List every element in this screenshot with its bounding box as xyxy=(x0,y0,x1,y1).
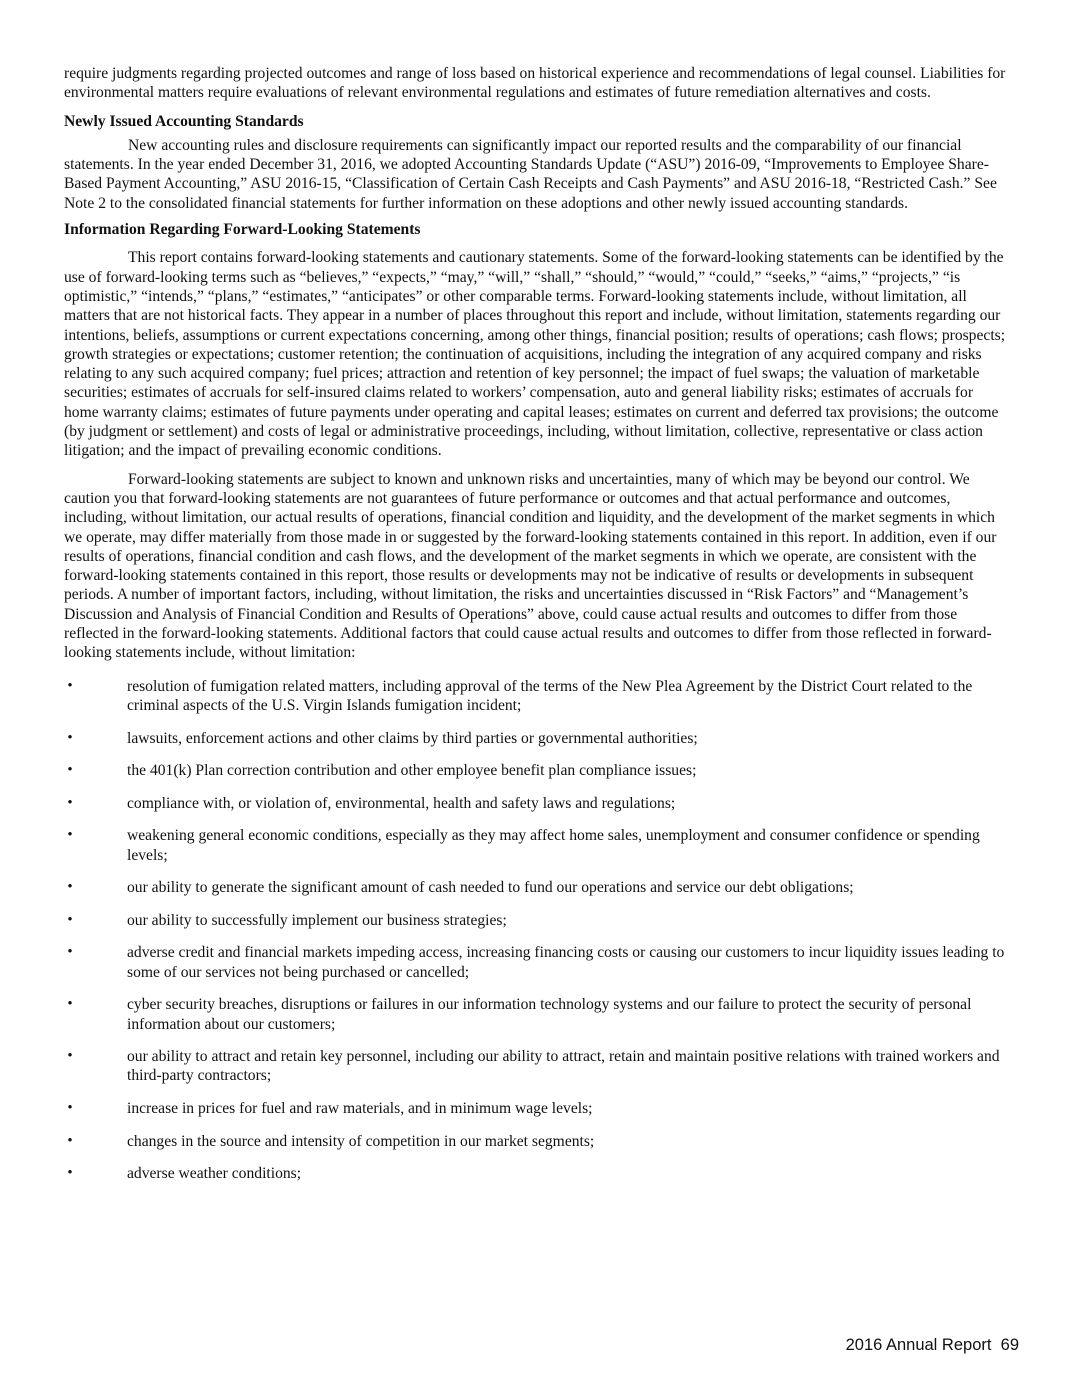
list-item xyxy=(64,729,1010,748)
bullet-icon: • xyxy=(67,794,73,811)
list-item-text: our ability to successfully implement our business strategies; xyxy=(127,911,507,929)
risk-factor-list xyxy=(64,677,1010,1184)
list-item-text: adverse credit and financial markets impeding access, increasing financing costs or causing our customers to incur liquidity issues leading to some of our services not being purchased or cancelled; xyxy=(127,944,1005,981)
bullet-icon: • xyxy=(67,996,73,1013)
section-heading-newly-issued: Newly Issued Accounting Standards xyxy=(64,112,304,130)
list-item xyxy=(64,826,1010,865)
page-footer xyxy=(846,1336,1019,1355)
forward-looking-paragraph-2: Forward-looking statements are subject to known and unknown risks and uncertainties, many of which may be beyond our control. We caution you that forward-looking statements are not guarantees of future performance or outcomes and that actual performance and outcomes, including, without limitation, our actual results of operations, financial condition and liquidity, and the development of the market segments in which we operate, may differ materially from those made in or suggested by the forward-looking statements contained in this report. In addition, even if our results of operations, financial condition and cash flows, and the development of the market segments in which we operate, are consistent with the forward-looking statements contained in this report, those results or developments may not be indicative of results or developments in subsequent periods. A number of important factors, including, without limitation, the risks and uncertainties discussed in “Risk Factors” and “Management’s Discussion and Analysis of Financial Condition and Results of Operations” above, could cause actual results and outcomes to differ from those reflected in the forward-looking statements. Additional factors that could cause actual results and outcomes to differ from those reflected in forward-looking statements include, without limitation: xyxy=(64,470,997,662)
bullet-icon: • xyxy=(67,677,73,694)
bullet-icon: • xyxy=(67,762,73,779)
list-item-text: lawsuits, enforcement actions and other claims by third parties or governmental authorities; xyxy=(127,729,698,747)
list-item xyxy=(64,794,1010,813)
footer-page-number: 69 xyxy=(1000,1336,1019,1354)
section-heading-forward-looking: Information Regarding Forward-Looking Statements xyxy=(64,221,421,239)
list-item-text: our ability to generate the significant amount of cash needed to fund our operations and service our debt obligations; xyxy=(127,879,854,897)
list-item-text: compliance with, or violation of, environmental, health and safety laws and regulations; xyxy=(127,794,676,812)
list-item xyxy=(64,677,1010,716)
list-item-text: our ability to attract and retain key personnel, including our ability to attract, retain and maintain positive relations with trained workers and third-party contractors; xyxy=(127,1048,1000,1085)
list-item-text: the 401(k) Plan correction contribution and other employee benefit plan compliance issues; xyxy=(127,762,697,780)
forward-looking-section xyxy=(64,220,1010,1183)
bullet-icon: • xyxy=(67,911,73,928)
list-item-text: weakening general economic conditions, especially as they may affect home sales, unemployment and consumer confidence or spending levels; xyxy=(127,827,980,864)
bullet-icon: • xyxy=(67,1048,73,1065)
list-item-text: resolution of fumigation related matters, including approval of the terms of the New Plea Agreement by the District Court related to the criminal aspects of the U.S. Virgin Islands fumigation incident; xyxy=(127,677,973,714)
newly-issued-paragraph: New accounting rules and disclosure requirements can significantly impact our reported results and the comparability of our financial statements. In the year ended December 31, 2016, we adopted Accounting Standards Update (“ASU”) 2016-09, “Improvements to Employee Share-Based Payment Accounting,” ASU 2016-15, “Classification of Certain Cash Receipts and Cash Payments” and ASU 2016-18, “Restricted Cash.” See Note 2 to the consolidated financial statements for further information on these adoptions and other newly issued accounting standards. xyxy=(64,136,997,212)
list-item xyxy=(64,995,1010,1034)
forward-looking-paragraph-1: This report contains forward-looking statements and cautionary statements. Some of the forward-looking statements can be identified by the use of forward-looking terms such as “believes,” “expects,” “may,” “will,” “shall,” “should,” “would,” “could,” “seeks,” “aims,” “projects,” “is optimistic,” “intends,” “plans,” “estimates,” “anticipates” or other comparable terms. Forward-looking statements include, without limitation, all matters that are not historical facts. They appear in a number of places throughout this report and include, without limitation, statements regarding our intentions, beliefs, assumptions or current expectations concerning, among other things, financial position; results of operations; cash flows; prospects; growth strategies or expectations; customer retention; the continuation of acquisitions, including the integration of any acquired company and risks relating to any such acquired company; fuel prices; attraction and retention of key personnel; the impact of fuel swaps; the valuation of marketable securities; estimates of accruals for self-insured claims related to workers’ compensation, auto and general liability risks; estimates of accruals for home warranty claims; estimates of future payments under operating and capital leases; estimates on current and deferred tax provisions; the outcome (by judgment or settlement) and costs of legal or administrative proceedings, including, without limitation, collective, representative or class action litigation; and the impact of prevailing economic conditions. xyxy=(64,249,1006,460)
list-item-text: cyber security breaches, disruptions or failures in our information technology systems and our failure to protect the security of personal information about our customers; xyxy=(127,996,972,1033)
bullet-icon: • xyxy=(67,879,73,896)
list-item xyxy=(64,761,1010,780)
bullet-icon: • xyxy=(67,944,73,961)
bullet-icon: • xyxy=(67,729,73,746)
newly-issued-standards-section xyxy=(64,112,1010,213)
list-item-text: increase in prices for fuel and raw materials, and in minimum wage levels; xyxy=(127,1100,593,1118)
bullet-icon: • xyxy=(67,827,73,844)
list-item xyxy=(64,943,1010,982)
list-item xyxy=(64,1132,1010,1151)
document-page xyxy=(64,64,1010,1197)
list-item-text: changes in the source and intensity of competition in our market segments; xyxy=(127,1132,595,1150)
bullet-icon: • xyxy=(67,1165,73,1182)
bullet-icon: • xyxy=(67,1132,73,1149)
list-item xyxy=(64,911,1010,930)
footer-report-label: 2016 Annual Report xyxy=(845,1336,992,1354)
list-item xyxy=(64,1099,1010,1118)
list-item xyxy=(64,1164,1010,1183)
bullet-icon: • xyxy=(67,1100,73,1117)
intro-paragraph: require judgments regarding projected outcomes and range of loss based on historical experience and recommendations of legal counsel. Liabilities for environmental matters require evaluations of relevant environmental regulations and estimates of future remediation alternatives and costs. xyxy=(64,65,1006,102)
list-item xyxy=(64,1047,1010,1086)
list-item-text: adverse weather conditions; xyxy=(127,1165,302,1183)
list-item xyxy=(64,878,1010,897)
